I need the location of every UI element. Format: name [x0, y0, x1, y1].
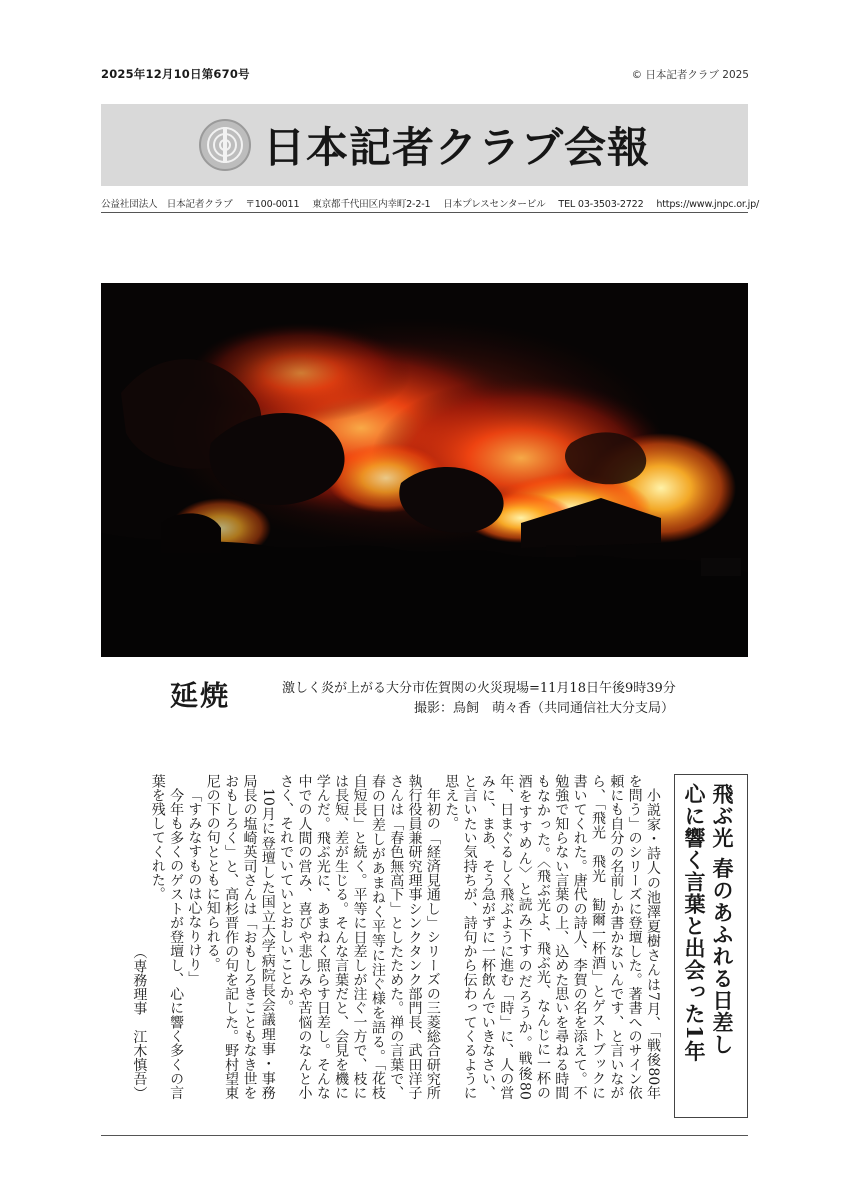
article-body [100, 774, 662, 1100]
publisher-address [101, 196, 759, 210]
fire-photo [101, 283, 748, 657]
paragraph: 年初の「経済見通し」シリーズの三菱総合研究所執行役員兼研究理事シンクタンク部門長、武田洋子さんは「春色無高下」としたためた。禅の言葉で、春の日差しがあまねく平等に注ぐ様を語る。「花枝自短長」と続く。平等に日差しが注ぐ一方で、枝には長短、差が生じる。そんな言葉だと、会見を機に学んだ。飛ぶ光に、あまねく照らす日差し。そんな中での人間の営み、喜びや悲しみや苦悩のなんと小さく、それでいていとおしいことか。 [278, 774, 441, 1100]
author-signature: （専務理事 江木慎吾） [131, 944, 148, 1100]
paragraph: 「すみなすものは心なりけり」 [186, 788, 203, 986]
org-name: 公益社団法人 日本記者クラブ [101, 199, 233, 210]
paragraph: 小説家・詩人の池澤夏樹さんは7月、「戦後80年を問う」のシリーズに登壇した。著書へのサイン依頼にも自分の名前しか書かないんです、と言いながら、「飛光 飛光 勧爾一杯酒」とゲストブックに書いてくれた。唐代の詩人、李賀の名を添えて。不勉強で知らない言葉の上、込めた思いを尋ねる時間もなかった。〈飛ぶ光よ、飛ぶ光、なんじに一杯の酒をすすめん〉と読み下すのだろうか。戦後80年、日まぐるしく飛ぶように進む「時」に、人の営みに、まあ、そう急がずに一杯飲んでいきなさい、と言いたい気持ちが、詩句から伝わってくるように思えた。 [443, 774, 661, 1100]
photo-caption: 激しく炎が上がる大分市佐賀関の火災現場=11月18日午後9時39分 [282, 681, 676, 696]
article-headline: 飛ぶ光 春のあふれる日差し [710, 783, 735, 1056]
masthead [101, 104, 748, 186]
building-name: 日本プレスセンタービル [443, 199, 546, 210]
issue-date: 2025年12月10日第670号 [101, 67, 250, 81]
copyright: © 日本記者クラブ 2025 [631, 69, 749, 81]
article-headline-box [674, 774, 748, 1118]
footer-rule [101, 1135, 748, 1136]
header-rule [101, 212, 748, 213]
photo-credit: 撮影：鳥飼 萌々香（共同通信社大分支局） [414, 701, 675, 716]
article-subheadline: 心に響く言葉と出会った1年 [682, 783, 707, 1063]
paragraph: 今年も多くのゲストが登壇し、心に響く多くの言葉を残してくれた。 [149, 774, 185, 1100]
telephone: TEL 03-3503-2722 [558, 199, 644, 210]
jnpc-logo-icon [199, 119, 251, 171]
photo-title: 延焼 [170, 679, 231, 712]
website-link[interactable]: https://www.jnpc.or.jp/ [656, 199, 759, 210]
paragraph: 10月に登壇した国立大学病院長会議理事・事務局長の塩崎英司さんは「おもしろきこともなき世をおもしろく」と、高杉晋作の句を記した。野村望東尼の下の句とともに知られる。 [204, 774, 276, 1100]
street-address: 東京都千代田区内幸町2-2-1 [312, 199, 431, 210]
fire-scene-illustration [101, 283, 748, 657]
postal-code: 〒100-0011 [245, 199, 300, 210]
publication-title: 日本記者クラブ会報 [262, 123, 650, 172]
